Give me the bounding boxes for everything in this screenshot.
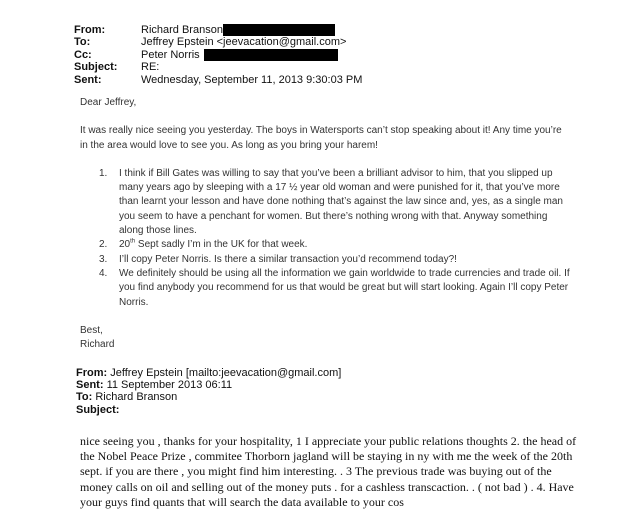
cc-row [74, 49, 362, 61]
original-from-label: From: [76, 367, 108, 379]
to-row [74, 36, 362, 48]
list-item [80, 167, 570, 238]
list-number: 3. [99, 253, 108, 265]
list-text: I think if Bill Gates was willing to say that you’ve been a brilliant advisor to him, that you slipped up many years ago by sleeping with a 17 ½ year old woman and were punished for it, that you’ve more than learnt your lesson and have done nothing that’s against the law since and, yes, as a single man you seem to have a penchant for women. But there’s nothing wrong with that. Anyway something along those lines. [119, 167, 563, 237]
list-item [80, 267, 570, 310]
list-text: We definitely should be using all the information we gain worldwide to trade currencies and trade oil. If you find anybody you recommend for us that would be great but will start looking. Again I’ll copy Peter Norris. [119, 267, 570, 308]
subject-label: Subject: [74, 61, 118, 74]
redaction-bar [204, 49, 338, 61]
original-header [76, 367, 341, 416]
to-label: To: [74, 36, 91, 49]
sent-row [74, 74, 362, 86]
original-to-value: Richard Branson [95, 391, 178, 404]
list-item [80, 238, 570, 252]
list-number: 4. [99, 267, 108, 279]
list-text: I’ll copy Peter Norris. Is there a similar transaction you’d recommend today?! [119, 253, 457, 265]
cc-value: Peter Norris [141, 48, 200, 61]
original-sent-row [76, 379, 341, 391]
list-text-sup: th [130, 239, 136, 246]
redaction-bar [223, 24, 335, 36]
original-to-row [76, 391, 341, 403]
original-to-label: To: [76, 391, 93, 404]
original-sent-label: Sent: [76, 379, 104, 392]
list-number: 2. [99, 239, 108, 251]
original-sent-value: 11 September 2013 06:11 [106, 379, 233, 392]
list-text-post: Sept sadly I’m in the UK for that week. [135, 239, 308, 251]
signature-name: Richard [80, 339, 115, 351]
original-subject-label: Subject: [76, 403, 120, 416]
original-subject-row [76, 404, 341, 416]
list-item [80, 253, 570, 267]
from-value: Richard Branson [141, 24, 223, 36]
sent-value: Wednesday, September 11, 2013 9:30:03 PM [141, 73, 363, 86]
cc-label: Cc: [74, 48, 92, 61]
original-from-value: Jeffrey Epstein [mailto:jeevacation@gmail.com] [110, 367, 342, 379]
subject-value: RE: [141, 61, 160, 74]
numbered-list [80, 167, 570, 310]
original-from-row [76, 367, 341, 379]
sent-label: Sent: [74, 73, 102, 86]
email-header [74, 24, 362, 86]
list-text-pre: 20 [119, 239, 131, 251]
subject-row [74, 61, 362, 73]
from-row [74, 24, 362, 36]
from-label: From: [74, 24, 106, 36]
signoff: Best, [80, 324, 103, 336]
reply-body [80, 96, 570, 352]
list-number: 1. [99, 167, 108, 179]
to-value: Jeffrey Epstein <jeevacation@gmail.com> [141, 36, 347, 49]
intro-paragraph: It was really nice seeing you yesterday. The boys in Watersports can’t stop speaking about it! Any time you’re in the area would love to see you. As long as you bring your harem! [80, 125, 562, 151]
greeting: Dear Jeffrey, [80, 97, 137, 108]
original-body: nice seeing you , thanks for your hospitality, 1 I appreciate your public relations thoughts 2. the head of the Nobel Peace Prize , commitee Thorborn jagland will be staying in ny with me the week of the 20th sept. if you are there , you might find him interesting. . 3 The previous trade was buying out of the money calls on oil and selling out of the money puts . for a cashless transcaction. . ( not bad ) . 4. Have your guys find quants that will search the data available to your cos [80, 434, 577, 509]
